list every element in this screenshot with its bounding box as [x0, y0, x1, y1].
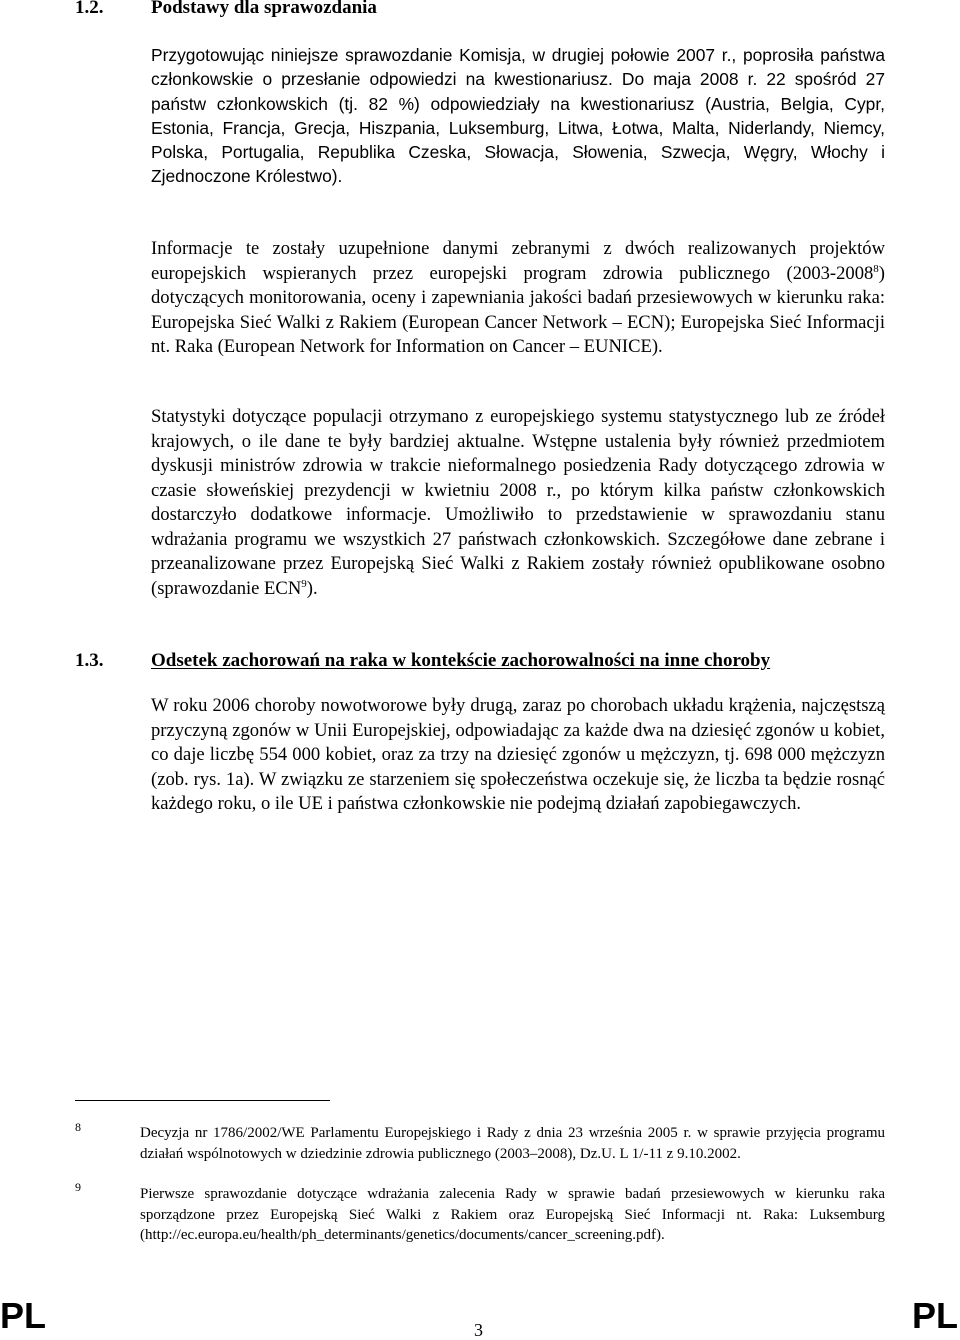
text-run: ).: [306, 577, 318, 599]
paragraph-statistics: [151, 405, 885, 601]
section-number: 1.3.: [75, 650, 104, 671]
footnote-separator: [75, 1100, 330, 1101]
page-number: 3: [474, 1320, 483, 1340]
text-run: Pierwsze sprawozdanie dotyczące wdrażania zalecenia Rady w sprawie badań przesiewowych w kierunku raka sporządzone przez Europejską Sieć Walki z Rakiem oraz Europejską Sieć Informacji nt. Raka: Luksemburg: [140, 1186, 885, 1223]
paragraph-text: [151, 405, 885, 601]
section-title: Odsetek zachorowań na raka w kontekście zachorowalności na inne choroby: [151, 650, 771, 671]
language-code-left: PL: [0, 1295, 47, 1336]
footnote-text: [140, 1184, 885, 1246]
footnote-8: [140, 1123, 885, 1164]
paragraph-text: Przygotowując niniejsze sprawozdanie Komisja, w drugiej połowie 2007 r., poprosiła państwa członkowskie o przesłanie odpowiedzi na kwestionariusz. Do maja 2008 r. 22 spośród 27 państw członkowskich (tj. 82 %) odpowiedziały na kwestionariusz (Austria, Belgia, Cypr, Estonia, Francja, Grecja, Hiszpania, Luksemburg, Litwa, Łotwa, Malta, Niderlandy, Niemcy, Polska, Portugalia, Republika Czeska, Słowacja, Słowenia, Szwecja, Węgry, Włochy i Zjednoczone Królestwo).: [151, 45, 885, 187]
paragraph-cancer-mortality: [151, 694, 885, 817]
paragraph-projects: [151, 237, 885, 360]
section-number: 1.2.: [75, 0, 104, 18]
section-title: Podstawy dla sprawozdania: [151, 0, 377, 18]
paragraph-text: [151, 237, 885, 360]
footnote-link[interactable]: (http://ec.europa.eu/health/ph_determinants/genetics/documents/cancer_screening.pdf).: [140, 1227, 665, 1243]
section-heading-1-3: [75, 651, 885, 673]
footnote-text: Decyzja nr 1786/2002/WE Parlamentu Europejskiego i Rady z dnia 23 września 2005 r. w sprawie przyjęcia programu działań wspólnotowych w dziedzinie zdrowia publicznego (2003–2008), Dz.U. L 1/-11 z 9.10.2002.: [140, 1125, 885, 1162]
footnote-mark-8: 8: [75, 1120, 81, 1134]
footnote-ref-9[interactable]: 9: [301, 577, 307, 590]
paragraph-questionnaire: [151, 43, 885, 189]
footnote-9: [140, 1184, 885, 1246]
language-code-right: PL: [911, 1295, 958, 1336]
footnote-ref-8[interactable]: 8: [873, 262, 879, 275]
section-heading-1-2: [75, 0, 885, 20]
text-run: Informacje te zostały uzupełnione danymi zebranymi z dwóch realizowanych projektów europejskich wspieranych przez europejski program zdrowia publicznego (2003-2008: [151, 238, 885, 284]
text-run: Statystyki dotyczące populacji otrzymano z europejskiego systemu statystycznego lub ze źródeł krajowych, o ile dane te były bardziej aktualne. Wstępne ustalenia były również przedmiotem dyskusji ministrów zdrowia w trakcie nieformalnego posiedzenia Rady dotyczącego zdrowia w czasie słoweńskiej prezydencji w kwietniu 2008 r., po którym kilka państw członkowskich dostarczyło dodatkowe informacje. Umożliwiło to przedstawienie w sprawozdaniu stanu wdrażania programu we wszystkich 27 państwach członkowskich. Szczegółowe dane zebrane i przeanalizowane przez Europejską Sieć Walki z Rakiem zostały również opublikowane osobno (sprawozdanie ECN: [151, 406, 885, 599]
text-run: ) dotyczących monitorowania, oceny i zapewniania jakości badań przesiewowych w kierunku raka: Europejska Sieć Walki z Rakiem (European Cancer Network – ECN); Europejska Sieć Informacji nt. Raka (European Network for Information on Cancer – EUNICE).: [151, 262, 885, 357]
paragraph-text: W roku 2006 choroby nowotworowe były drugą, zaraz po chorobach układu krążenia, najczęstszą przyczyną zgonów w Unii Europejskiej, odpowiadając za każde dwa na dziesięć zgonów u kobiet, co daje liczbę 554 000 kobiet, oraz za trzy na dziesięć zgonów u mężczyzn, tj. 698 000 mężczyzn (zob. rys. 1a). W związku ze starzeniem się społeczeństwa oczekuje się, że liczba ta będzie rosnąć każdego roku, o ile UE i państwa członkowskie nie podejmą działań zapobiegawczych.: [151, 695, 885, 814]
footnote-mark-9: 9: [75, 1180, 81, 1194]
